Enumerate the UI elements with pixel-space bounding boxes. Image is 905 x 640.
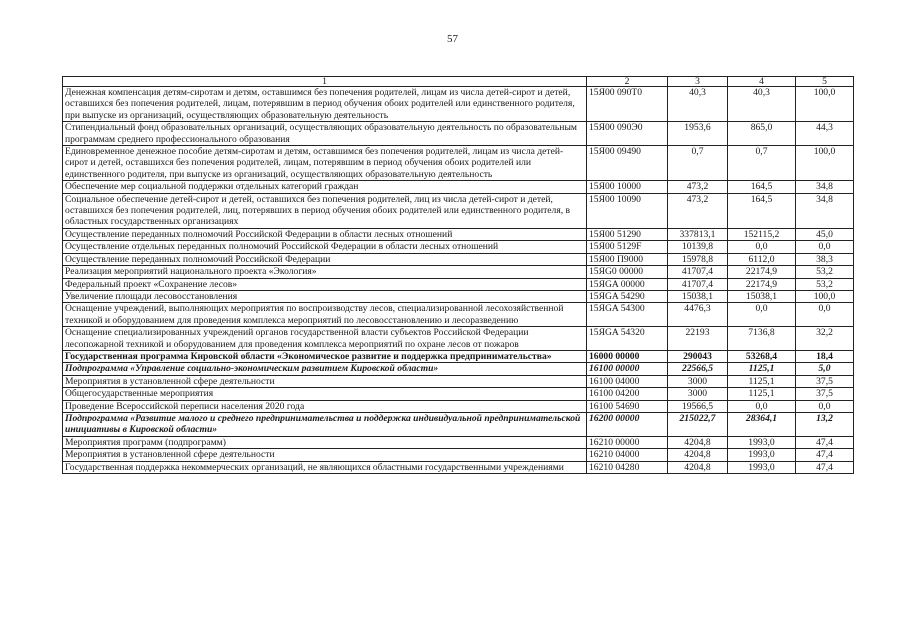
row-code-cell: 15ЯG0 00000 [587,266,668,278]
row-value-3-cell: 473,2 [668,181,728,193]
row-name-cell: Осуществление отдельных переданных полномочий Российской Федерации в области лесных отношений [63,241,587,253]
table-row [63,363,854,375]
row-name-cell: Обеспечение мер социальной поддержки отдельных категорий граждан [63,181,587,193]
row-percent-cell: 100,0 [796,290,854,302]
row-percent-cell: 47,4 [796,461,854,473]
row-name-cell: Подпрограмма «Управление социально-экономическим развитием Кировской области» [63,363,587,375]
table-row [63,122,854,146]
row-value-3-cell: 3000 [668,375,728,387]
row-value-4-cell: 164,5 [728,181,796,193]
row-code-cell: 15ЯGA 54320 [587,327,668,351]
row-code-cell: 16000 00000 [587,350,668,362]
row-code-cell: 15Я00 090Э0 [587,122,668,146]
row-percent-cell: 37,5 [796,388,854,400]
row-percent-cell: 38,3 [796,253,854,265]
row-name-cell: Осуществление переданных полномочий Российской Федерации [63,253,587,265]
header-col-3: 3 [668,77,728,87]
table-row [63,350,854,362]
row-name-cell: Государственная программа Кировской области «Экономическое развитие и поддержка предпринимательства» [63,350,587,362]
row-name-cell: Мероприятия программ (подпрограмм) [63,436,587,448]
row-value-4-cell: 15038,1 [728,290,796,302]
table-row [63,461,854,473]
row-value-4-cell: 0,0 [728,241,796,253]
table-body [63,87,854,474]
row-name-cell: Оснащение учреждений, выполняющих мероприятия по воспроизводству лесов, специализированной лесохозяйственной техникой и оборудованием для проведения комплекса мероприятий по лесовосстановлению и лесоразведению [63,303,587,327]
row-percent-cell: 5,0 [796,363,854,375]
header-col-4: 4 [728,77,796,87]
row-value-4-cell: 28364,1 [728,412,796,436]
row-value-3-cell: 215022,7 [668,412,728,436]
row-code-cell: 15Я00 10090 [587,193,668,228]
row-percent-cell: 45,0 [796,228,854,240]
row-name-cell: Денежная компенсация детям-сиротам и детям, оставшимся без попечения родителей, лицам из числа детей-сирот и детей, оставшихся без попечения родителей, лицам, потерявшим в период обучения обоих родителей или единственного родителя, при выпуске из организаций, осуществляющих образовательную деятельность [63,87,587,122]
row-name-cell: Увеличение площади лесовосстановления [63,290,587,302]
row-value-3-cell: 0,7 [668,146,728,181]
row-value-3-cell: 4204,8 [668,449,728,461]
row-value-4-cell: 1125,1 [728,388,796,400]
page-number: 57 [447,33,458,45]
row-value-3-cell: 22193 [668,327,728,351]
row-name-cell: Единовременное денежное пособие детям-сиротам и детям, оставшимся без попечения родителей, лицам из числа детей-сирот и детей, оставшихся без попечения родителей, лицам, потерявшим в период обучения обоих родителей или единственного родителя, при выпуске из организаций, осуществляющих образовательную деятельность [63,146,587,181]
table-row [63,241,854,253]
table-row [63,412,854,436]
row-value-4-cell: 6112,0 [728,253,796,265]
row-percent-cell: 47,4 [796,436,854,448]
row-percent-cell: 18,4 [796,350,854,362]
table-row [63,436,854,448]
table-row [63,449,854,461]
table-row [63,87,854,122]
row-value-3-cell: 10139,8 [668,241,728,253]
row-value-4-cell: 22174,9 [728,266,796,278]
row-name-cell: Федеральный проект «Сохранение лесов» [63,278,587,290]
row-name-cell: Стипендиальный фонд образовательных организаций, осуществляющих образовательную деятельность по образовательным программам среднего профессионального образования [63,122,587,146]
row-value-4-cell: 22174,9 [728,278,796,290]
row-value-3-cell: 40,3 [668,87,728,122]
row-value-4-cell: 0,0 [728,400,796,412]
row-value-3-cell: 337813,1 [668,228,728,240]
row-percent-cell: 34,8 [796,193,854,228]
table-row [63,253,854,265]
row-value-3-cell: 3000 [668,388,728,400]
table-row [63,327,854,351]
header-col-1: 1 [63,77,587,87]
row-value-3-cell: 19566,5 [668,400,728,412]
row-value-3-cell: 41707,4 [668,278,728,290]
row-value-4-cell: 0,0 [728,303,796,327]
row-value-3-cell: 15038,1 [668,290,728,302]
row-percent-cell: 100,0 [796,87,854,122]
row-percent-cell: 53,2 [796,278,854,290]
row-value-4-cell: 152115,2 [728,228,796,240]
row-value-3-cell: 290043 [668,350,728,362]
row-value-4-cell: 40,3 [728,87,796,122]
row-value-3-cell: 4204,8 [668,461,728,473]
row-value-4-cell: 164,5 [728,193,796,228]
row-percent-cell: 47,4 [796,449,854,461]
row-value-4-cell: 7136,8 [728,327,796,351]
table-row [63,400,854,412]
table-row [63,375,854,387]
table-row [63,266,854,278]
row-value-3-cell: 4476,3 [668,303,728,327]
row-percent-cell: 34,8 [796,181,854,193]
row-value-4-cell: 0,7 [728,146,796,181]
budget-table [62,76,854,474]
row-code-cell: 15Я00 10000 [587,181,668,193]
header-col-2: 2 [587,77,668,87]
header-col-5: 5 [796,77,854,87]
row-percent-cell: 37,5 [796,375,854,387]
row-value-4-cell: 1125,1 [728,375,796,387]
row-code-cell: 16100 54690 [587,400,668,412]
header-row [63,77,854,87]
row-code-cell: 15ЯGA 54300 [587,303,668,327]
row-code-cell: 15ЯGA 54290 [587,290,668,302]
row-value-3-cell: 41707,4 [668,266,728,278]
row-name-cell: Государственная поддержка некоммерческих организаций, не являющихся областными государственными учреждениями [63,461,587,473]
row-code-cell: 16100 04200 [587,388,668,400]
row-value-3-cell: 4204,8 [668,436,728,448]
row-name-cell: Социальное обеспечение детей-сирот и детей, оставшихся без попечения родителей, лиц из числа детей-сирот и детей, оставшихся без попечения родителей, лиц, потерявших в период обучения обоих родителей или единственного родителя, в областных государственных организациях [63,193,587,228]
table-row [63,290,854,302]
row-code-cell: 16100 04000 [587,375,668,387]
row-name-cell: Реализация мероприятий национального проекта «Экология» [63,266,587,278]
row-value-4-cell: 1125,1 [728,363,796,375]
row-value-4-cell: 1993,0 [728,436,796,448]
row-code-cell: 16210 04000 [587,449,668,461]
row-percent-cell: 53,2 [796,266,854,278]
row-name-cell: Проведение Всероссийской переписи населения 2020 года [63,400,587,412]
row-value-4-cell: 1993,0 [728,461,796,473]
row-name-cell: Оснащение специализированных учреждений органов государственной власти субъектов Российской Федерации лесопожарной техникой и оборудованием для проведения комплекса мероприятий по охране лесов от пожаров [63,327,587,351]
row-code-cell: 15Я00 09490 [587,146,668,181]
row-value-3-cell: 473,2 [668,193,728,228]
row-code-cell: 16100 00000 [587,363,668,375]
row-value-3-cell: 22566,5 [668,363,728,375]
row-value-4-cell: 1993,0 [728,449,796,461]
row-percent-cell: 100,0 [796,146,854,181]
row-code-cell: 16200 00000 [587,412,668,436]
row-percent-cell: 13,2 [796,412,854,436]
row-code-cell: 15ЯGA 00000 [587,278,668,290]
row-name-cell: Подпрограмма «Развитие малого и среднего предпринимательства и поддержка индивидуальной предпринимательской инициативы в Кировской области» [63,412,587,436]
row-value-4-cell: 53268,4 [728,350,796,362]
table-row [63,193,854,228]
row-percent-cell: 0,0 [796,241,854,253]
row-name-cell: Общегосударственные мероприятия [63,388,587,400]
table-row [63,146,854,181]
row-name-cell: Осуществление переданных полномочий Российской Федерации в области лесных отношений [63,228,587,240]
table-row [63,228,854,240]
row-code-cell: 16210 04280 [587,461,668,473]
table-row [63,181,854,193]
row-name-cell: Мероприятия в установленной сфере деятельности [63,375,587,387]
row-code-cell: 15Я00 51290 [587,228,668,240]
row-name-cell: Мероприятия в установленной сфере деятельности [63,449,587,461]
row-percent-cell: 44,3 [796,122,854,146]
row-percent-cell: 32,2 [796,327,854,351]
row-code-cell: 15Я00 П9000 [587,253,668,265]
row-value-3-cell: 15978,8 [668,253,728,265]
row-code-cell: 15Я00 5129F [587,241,668,253]
row-value-4-cell: 865,0 [728,122,796,146]
row-percent-cell: 0,0 [796,303,854,327]
table-row [63,303,854,327]
row-value-3-cell: 1953,6 [668,122,728,146]
row-percent-cell: 0,0 [796,400,854,412]
row-code-cell: 16210 00000 [587,436,668,448]
table-row [63,278,854,290]
table-row [63,388,854,400]
row-code-cell: 15Я00 090Т0 [587,87,668,122]
